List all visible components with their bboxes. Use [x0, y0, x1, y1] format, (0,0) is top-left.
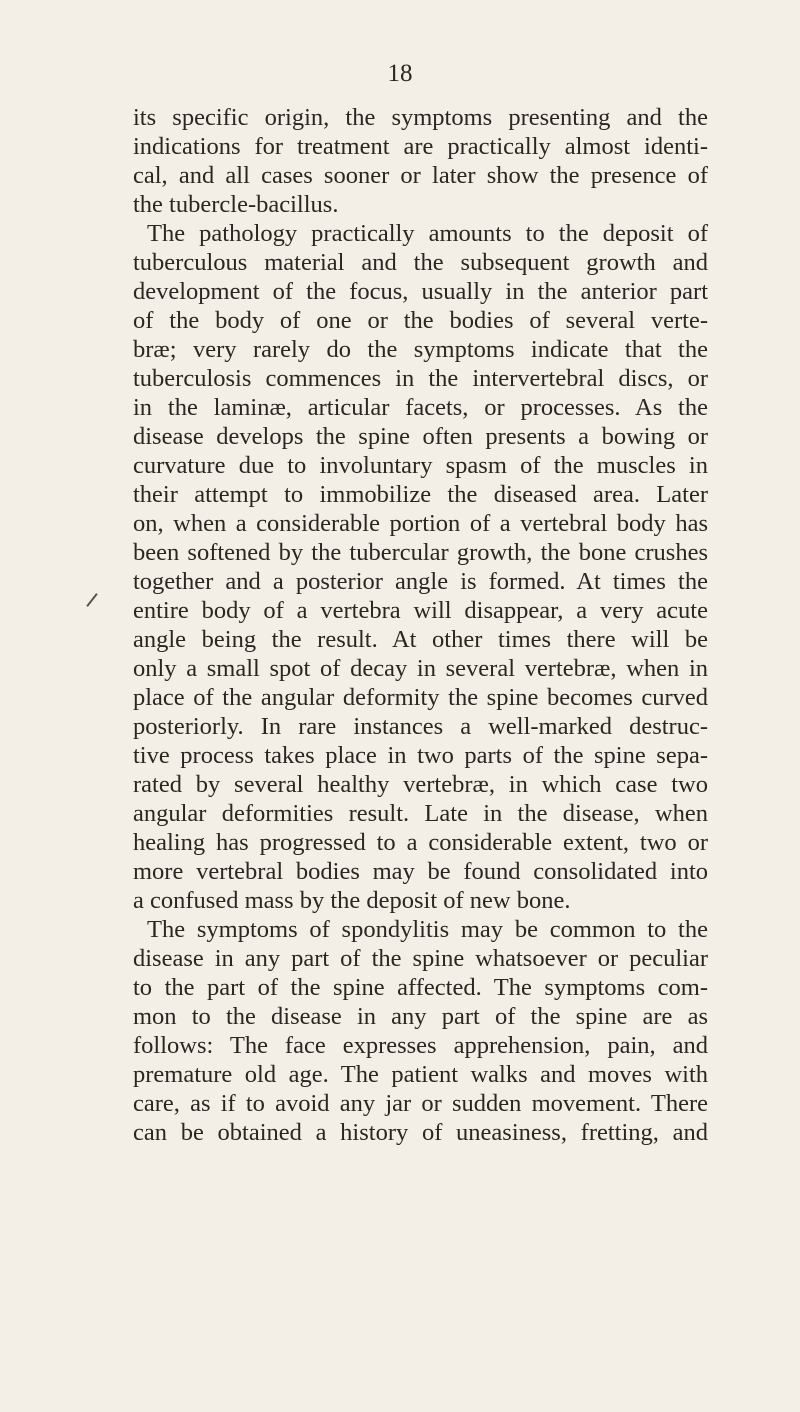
text-line: entire body of a vertebra will disappear, a very acute	[133, 597, 708, 624]
page-number: 18	[387, 60, 413, 87]
text-line: care, as if to avoid any jar or sudden movement. There	[133, 1090, 708, 1117]
text-line: disease in any part of the spine whatsoever or peculiar	[133, 945, 708, 972]
text-line: tuberculous material and the subsequent growth and	[133, 249, 708, 276]
text-line: premature old age. The patient walks and moves with	[133, 1061, 708, 1088]
text-line: a confused mass by the deposit of new bone.	[133, 887, 571, 914]
text-line: been softened by the tubercular growth, the bone crushes	[133, 539, 708, 566]
text-line: The pathology practically amounts to the deposit of	[147, 220, 708, 247]
text-line: curvature due to involuntary spasm of the muscles in	[133, 452, 708, 479]
text-line: its specific origin, the symptoms presenting and the	[133, 104, 708, 131]
stray-pencil-mark	[86, 593, 97, 607]
text-line: only a small spot of decay in several vertebræ, when in	[133, 655, 708, 682]
text-line: rated by several healthy vertebræ, in which case two	[133, 771, 708, 798]
text-line: tive process takes place in two parts of the spine sepa-	[133, 742, 708, 769]
text-line: follows: The face expresses apprehension, pain, and	[133, 1032, 708, 1059]
text-line: can be obtained a history of uneasiness, fretting, and	[133, 1119, 708, 1146]
text-line: more vertebral bodies may be found consolidated into	[133, 858, 708, 885]
text-line: mon to the disease in any part of the spine are as	[133, 1003, 708, 1030]
body-text	[133, 103, 708, 1147]
text-line: the tubercle-bacillus.	[133, 191, 339, 218]
text-line: indications for treatment are practically almost identi-	[133, 133, 708, 160]
text-line: The symptoms of spondylitis may be common to the	[147, 916, 708, 943]
text-line: bræ; very rarely do the symptoms indicate that the	[133, 336, 708, 363]
text-line: place of the angular deformity the spine becomes curved	[133, 684, 708, 711]
text-line: cal, and all cases sooner or later show the presence of	[133, 162, 708, 189]
text-line: development of the focus, usually in the anterior part	[133, 278, 708, 305]
text-line: healing has progressed to a considerable extent, two or	[133, 829, 708, 856]
text-line: angle being the result. At other times there will be	[133, 626, 708, 653]
text-line: of the body of one or the bodies of several verte-	[133, 307, 708, 334]
text-line: to the part of the spine affected. The symptoms com-	[133, 974, 708, 1001]
text-line: posteriorly. In rare instances a well-marked destruc-	[133, 713, 708, 740]
text-line: tuberculosis commences in the intervertebral discs, or	[133, 365, 708, 392]
text-line: together and a posterior angle is formed. At times the	[133, 568, 708, 595]
text-line: in the laminæ, articular facets, or processes. As the	[133, 394, 708, 421]
text-line: on, when a considerable portion of a vertebral body has	[133, 510, 708, 537]
text-line: disease develops the spine often presents a bowing or	[133, 423, 708, 450]
text-line: angular deformities result. Late in the disease, when	[133, 800, 708, 827]
text-line: their attempt to immobilize the diseased area. Later	[133, 481, 708, 508]
